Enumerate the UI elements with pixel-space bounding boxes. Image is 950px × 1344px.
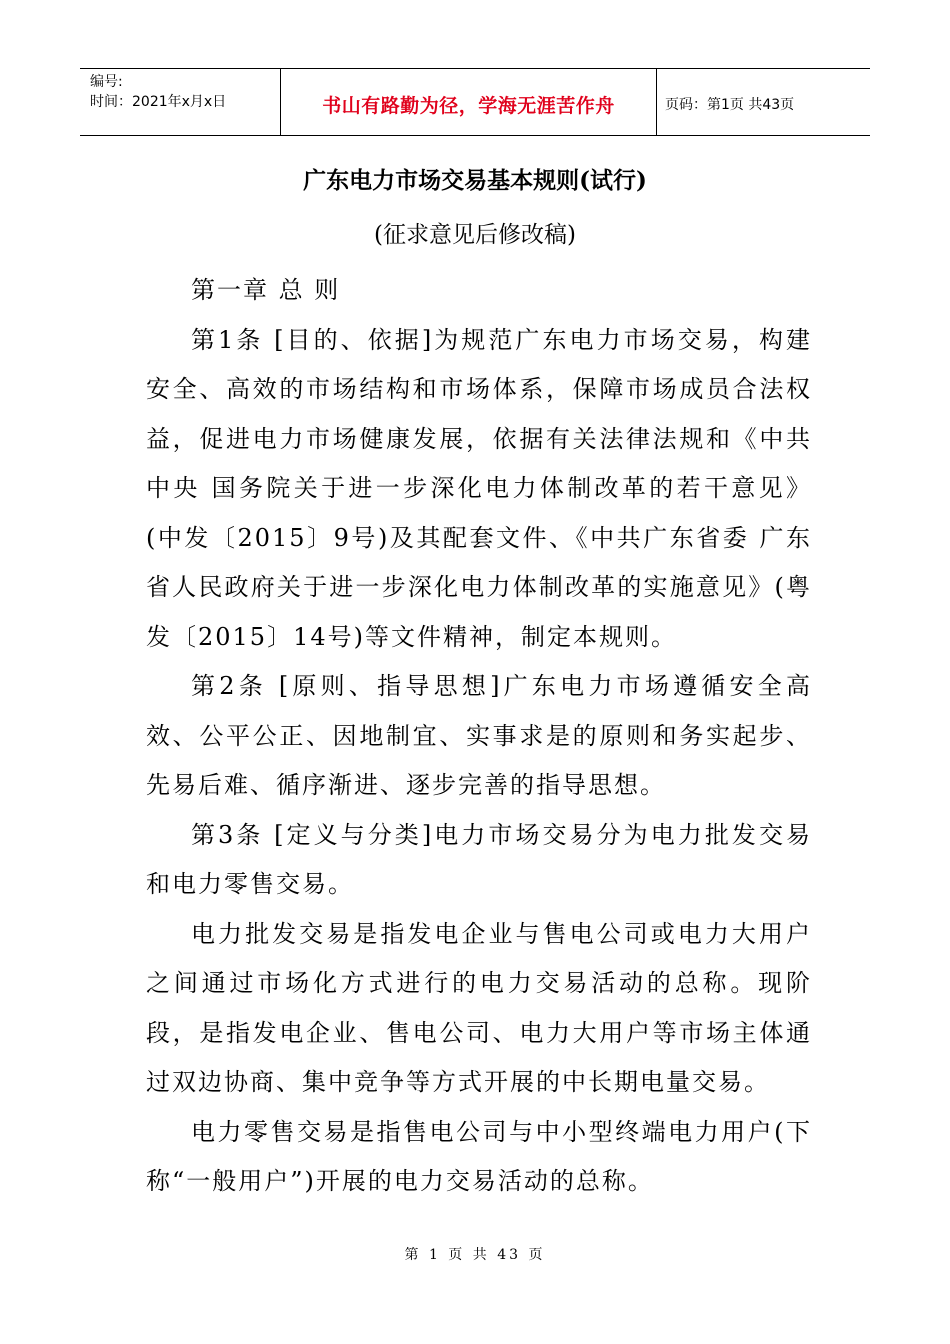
page-header xyxy=(80,68,870,136)
article-3-paragraph: 第3条 [定义与分类]电力市场交易分为电力批发交易和电力零售交易。 xyxy=(146,820,812,898)
page-footer: 第 1 页 共 43 页 xyxy=(404,1247,546,1263)
article-1-paragraph: 第1条 [目的、依据]为规范广东电力市场交易，构建安全、高效的市场结构和市场体系，保障市场成员合法权益，促进电力市场健康发展，依据有关法律法规和《中共中央 国务院关于进一步深化电力体制改革的若干意见》(中发〔2015〕9号)及其配套文件、《中共广东省委 广东省人民政府关于进一步深化电力体制改革的实施意见》(粤发〔2015〕14号)等文件精神，制定本规则。 xyxy=(146,325,812,651)
document-title: 广东电力市场交易基本规则(试行) xyxy=(303,167,647,194)
header-meta-cell xyxy=(80,69,281,135)
header-motto: 书山有路勤为径，学海无涯苦作舟 xyxy=(281,69,657,135)
retail-definition-paragraph: 电力零售交易是指售电公司与中小型终端电力用户(下称“一般用户”)开展的电力交易活动的总称。 xyxy=(146,1117,812,1195)
header-page-info: 页码：第1页 共43页 xyxy=(665,97,795,113)
wholesale-definition-paragraph: 电力批发交易是指发电企业与售电公司或电力大用户之间通过市场化方式进行的电力交易活动的总称。现阶段，是指发电企业、售电公司、电力大用户等市场主体通过双边协商、集中竞争等方式开展的中长期电量交易。 xyxy=(146,919,812,1096)
chapter-heading: 第一章 总 则 xyxy=(191,276,341,304)
article-2-paragraph: 第2条 [原则、指导思想]广东电力市场遵循安全高效、公平公正、因地制宜、实事求是的原则和务实起步、先易后难、循序渐进、逐步完善的指导思想。 xyxy=(146,672,812,799)
document-code-label: 编号: xyxy=(90,74,123,90)
document-body xyxy=(146,266,812,1207)
document-time-label: 时间：2021年x月x日 xyxy=(90,94,227,110)
document-subtitle: (征求意见后修改稿) xyxy=(374,222,576,248)
